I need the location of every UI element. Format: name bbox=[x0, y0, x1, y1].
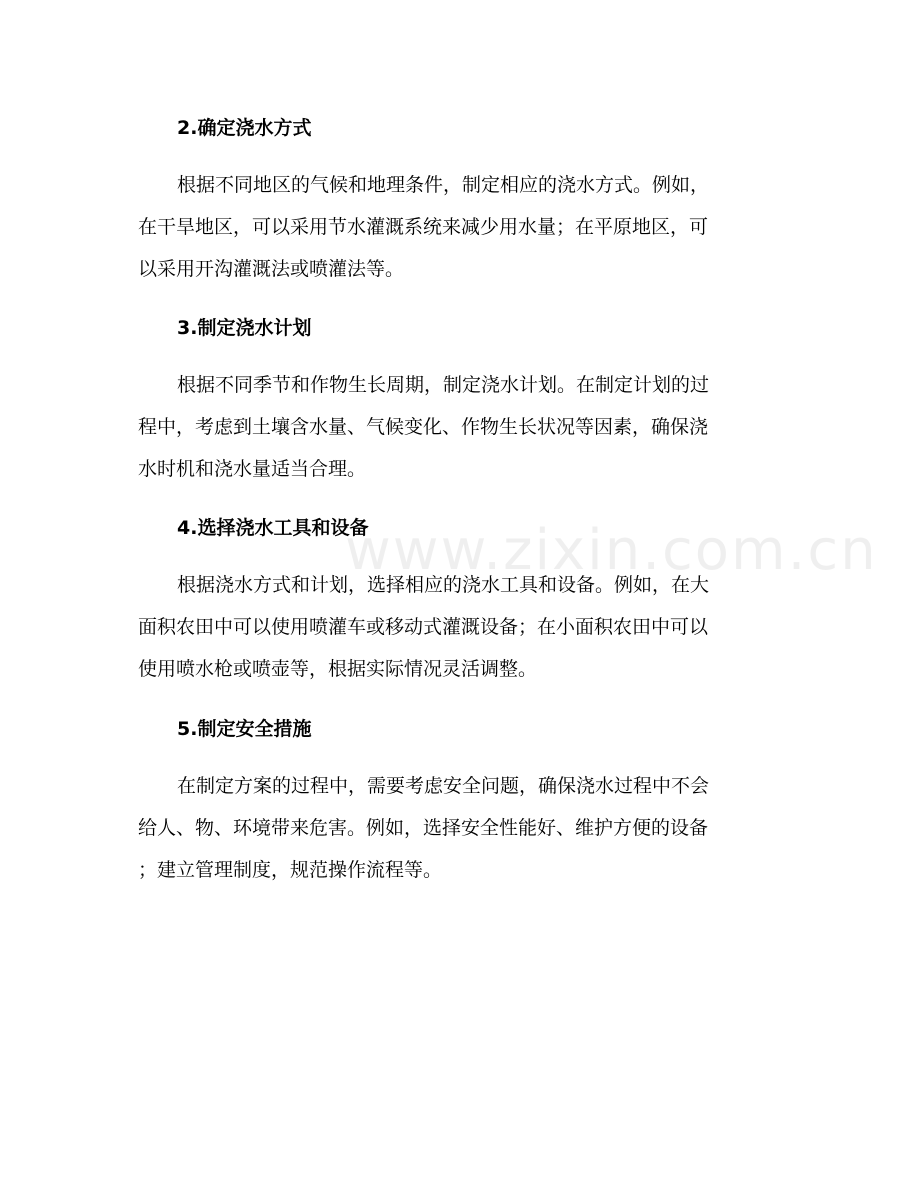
section-heading: 4.选择浇水工具和设备 bbox=[177, 517, 369, 539]
section-heading: 2.确定浇水方式 bbox=[177, 117, 312, 139]
paragraph-line: 在制定方案的过程中，需要考虑安全问题，确保浇水过程中不会 bbox=[177, 775, 710, 797]
paragraph-line: 水时机和浇水量适当合理。 bbox=[138, 458, 367, 480]
watermark: www.zixin.com.cn bbox=[345, 518, 878, 583]
paragraph-line: 根据不同地区的气候和地理条件，制定相应的浇水方式。例如， bbox=[177, 174, 710, 196]
section-heading: 5.制定安全措施 bbox=[177, 718, 312, 740]
paragraph-line: ；建立管理制度，规范操作流程等。 bbox=[138, 859, 443, 881]
paragraph-line: 给人、物、环境带来危害。例如，选择安全性能好、维护方便的设备 bbox=[138, 817, 709, 839]
paragraph-line: 根据不同季节和作物生长周期，制定浇水计划。在制定计划的过 bbox=[177, 374, 710, 396]
paragraph-line: 在干旱地区，可以采用节水灌溉系统来减少用水量；在平原地区，可 bbox=[138, 216, 709, 238]
paragraph-line: 程中，考虑到土壤含水量、气候变化、作物生长状况等因素，确保浇 bbox=[138, 416, 709, 438]
paragraph-line: 根据浇水方式和计划，选择相应的浇水工具和设备。例如，在大 bbox=[177, 574, 710, 596]
section-heading: 3.制定浇水计划 bbox=[177, 317, 312, 339]
paragraph-line: 使用喷水枪或喷壶等，根据实际情况灵活调整。 bbox=[138, 658, 538, 680]
paragraph-line: 以采用开沟灌溉法或喷灌法等。 bbox=[138, 258, 405, 280]
paragraph-line: 面积农田中可以使用喷灌车或移动式灌溉设备；在小面积农田中可以 bbox=[138, 616, 709, 638]
